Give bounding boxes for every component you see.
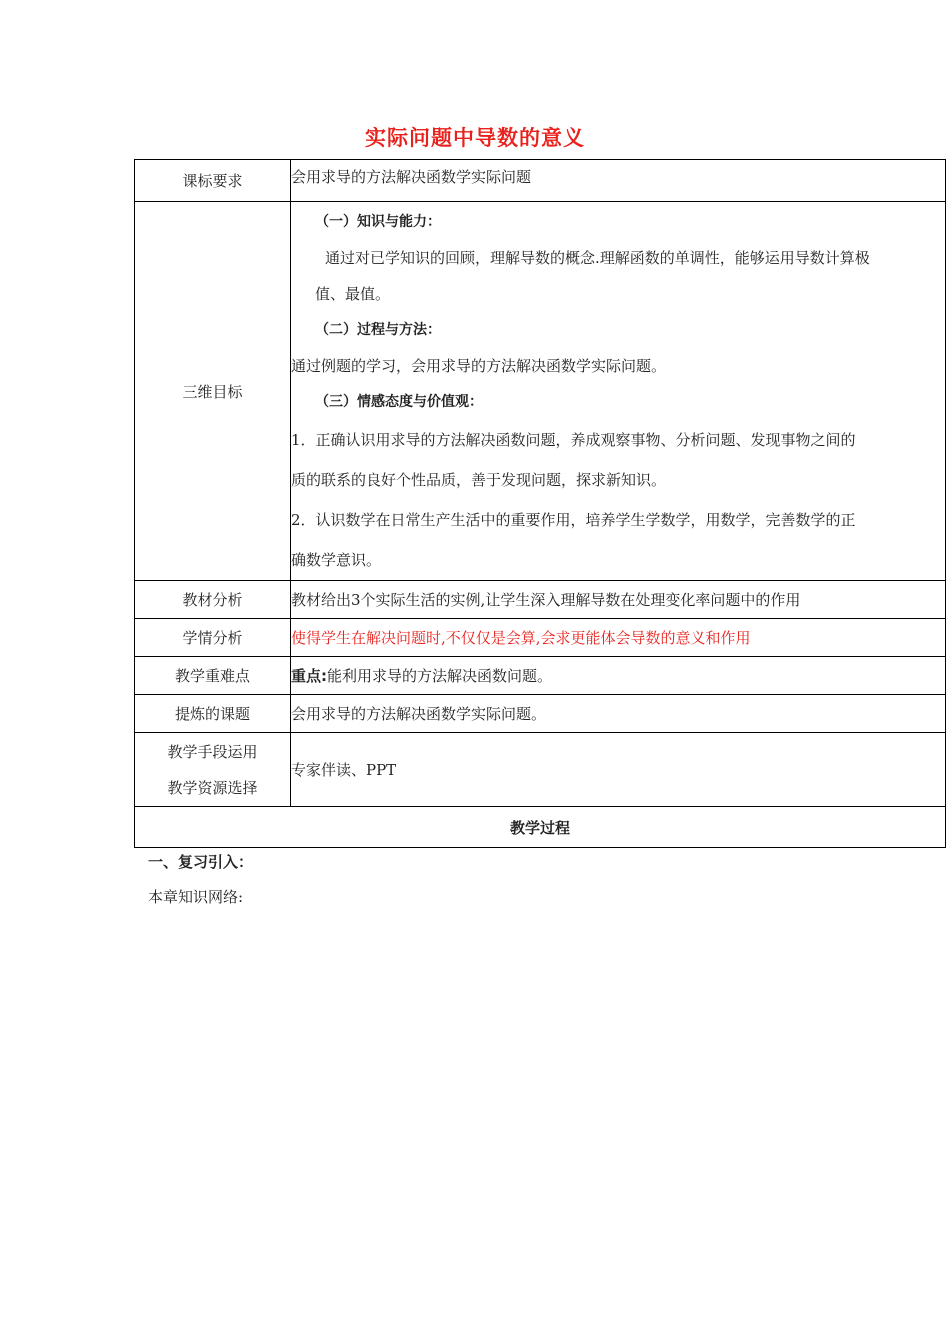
goal-heading: （二）过程与方法： — [315, 322, 441, 338]
goal-text: 确数学意识。 — [291, 551, 382, 569]
table-row — [135, 657, 946, 695]
refined-topic: 会用求导的方法解决函数学实际问题。 — [291, 695, 946, 733]
three-dimensional-goals — [291, 202, 946, 581]
lesson-plan-table — [134, 159, 946, 848]
goal-text: 值、最值。 — [315, 285, 391, 303]
goal-text: 1．正确认识用求导的方法解决函数问题，养成观察事物、分析问题、发现事物之间的 — [291, 431, 856, 449]
teaching-resources: 专家伴读、PPT — [291, 733, 946, 807]
goal-text: 2．认识数学在日常生产生活中的重要作用，培养学生学数学，用数学，完善数学的正 — [291, 511, 856, 529]
table-row — [135, 619, 946, 657]
goal-text: 通过对已学知识的回顾，理解导数的概念.理解函数的单调性，能够运用导数计算极 — [325, 249, 870, 267]
key-point-text: 能利用求导的方法解决函数问题。 — [327, 667, 553, 685]
row-label: 学情分析 — [135, 619, 291, 657]
textbook-analysis: 教材给出3个实际生活的实例,让学生深入理解导数在处理变化率问题中的作用 — [291, 581, 946, 619]
row-label: 教材分析 — [135, 581, 291, 619]
teaching-means-label: 教学手段运用 — [167, 742, 258, 761]
row-label: 教学重难点 — [135, 657, 291, 695]
table-row — [135, 581, 946, 619]
goal-text: 质的联系的良好个性品质，善于发现问题，探求新知识。 — [291, 471, 667, 489]
row-label: 三维目标 — [135, 202, 291, 581]
goal-heading: （三）情感态度与价值观： — [315, 394, 483, 410]
table-row — [135, 202, 946, 581]
key-point-label: 重点: — [291, 667, 327, 685]
row-label: 课标要求 — [135, 160, 291, 202]
table-row — [135, 733, 946, 807]
teaching-process-header: 教学过程 — [135, 807, 946, 848]
knowledge-network-label: 本章知识网络: — [148, 888, 244, 906]
key-difficult-points — [291, 657, 946, 695]
document-title: 实际问题中导数的意义 — [365, 126, 585, 150]
table-row — [135, 695, 946, 733]
student-analysis: 使得学生在解决问题时,不仅仅是会算,会求更能体会导数的意义和作用 — [291, 619, 946, 657]
table-row — [135, 807, 946, 848]
teaching-resources-label: 教学资源选择 — [167, 778, 258, 797]
table-row — [135, 160, 946, 202]
row-label: 提炼的课题 — [135, 695, 291, 733]
goal-text: 通过例题的学习，会用求导的方法解决函数学实际问题。 — [291, 357, 667, 375]
goal-heading: （一）知识与能力： — [315, 214, 441, 230]
row-label — [135, 733, 291, 807]
curriculum-requirement: 会用求导的方法解决函数学实际问题 — [291, 160, 946, 202]
section-heading: 一、复习引入： — [148, 853, 254, 871]
